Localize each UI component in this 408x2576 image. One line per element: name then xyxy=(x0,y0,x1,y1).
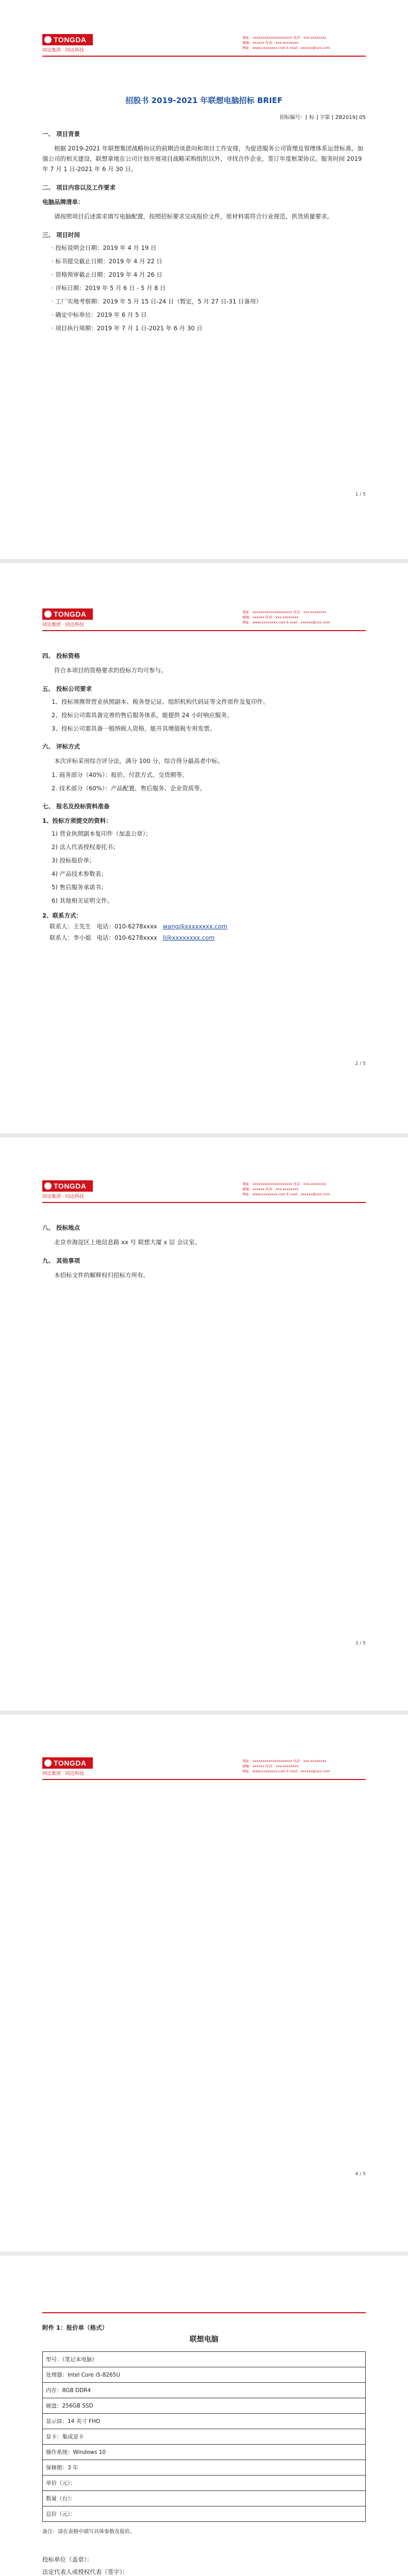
table-row xyxy=(43,2506,366,2522)
list-item: 3) 投标报价单； xyxy=(52,857,95,864)
table-row xyxy=(43,2367,366,2383)
list-item: 1. 商务部分（40%）：报价、付款方式、交货期等。 xyxy=(52,771,188,778)
letterhead-info: 地址：xxxxxxxxxxxxxxxxxxxx 电话：xxx-xxxxxxxx 邮编：xxxxxx 传真：xxx-xxxxxxxx 网址：www.xxxxxxxx.com E-mail：xxxxxx@xxx.com xyxy=(242,1182,330,1196)
paragraph: 本招标文件的解释权归招标方所有。 xyxy=(54,1272,149,1279)
table-cell: 保修期：3 年 xyxy=(43,2460,366,2476)
letterhead xyxy=(42,1754,366,1779)
letterhead xyxy=(42,605,366,630)
header-divider xyxy=(42,1779,366,1780)
table-row xyxy=(43,2460,366,2476)
paragraph: 本次评标采用综合评分法，满分 100 分，综合得分最高者中标。 xyxy=(54,757,224,765)
header-divider xyxy=(42,630,366,631)
list-item: 2) 法人代表授权委托书； xyxy=(52,843,119,851)
section-heading: 五、 投标公司要求 xyxy=(42,685,92,692)
page-number: 1 / 5 xyxy=(355,492,366,497)
page-separator xyxy=(0,1710,408,1715)
attachment-label: 附件 1：报价单（格式） xyxy=(42,2324,108,2331)
subheading: 2、联系方式： xyxy=(42,912,83,919)
email-link[interactable]: wang@xxxxxxxx.com xyxy=(162,923,227,930)
paragraph: 北京市海淀区上地信息路 xx 号 联想大厦 x 层 会议室。 xyxy=(54,1239,201,1246)
section-heading: 二、 项目内容以及工作要求 xyxy=(42,184,116,191)
list-item: 2、投标公司需具备完善的售后服务体系，能提供 24 小时响应服务。 xyxy=(52,711,233,719)
page-4 xyxy=(0,1754,408,1780)
table-row xyxy=(43,2352,366,2367)
letterhead-info: 地址：xxxxxxxxxxxxxxxxxxxx 电话：xxx-xxxxxxxx 邮编：xxxxxx 传真：xxx-xxxxxxxx 网址：www.xxxxxxxx.com E-mail：xxxxxx@xxx.com xyxy=(242,1759,330,1773)
paragraph: 符合本项目的资格要求的投标方均可参与。 xyxy=(54,667,167,674)
page-number: 4 / 5 xyxy=(355,2172,366,2177)
table-cell: 总价（元）： xyxy=(43,2506,366,2522)
signature-area: 投标单位（盖章）： 法定代表人或授权代表（签字）： xyxy=(42,2556,128,2575)
table-cell: 操作系统：Windows 10 xyxy=(43,2445,366,2460)
table-cell: 显卡：集成显卡 xyxy=(43,2429,366,2445)
document-number: 招标编号：[ 标 ] 字第 [ ZB2019] 05 xyxy=(280,115,366,121)
letterhead xyxy=(42,1177,366,1202)
table-cell: 单价（元）： xyxy=(43,2476,366,2491)
subheading: 1、投标方须提交的资料： xyxy=(42,817,112,824)
form-title: 联想电脑 xyxy=(189,2335,219,2344)
table-row xyxy=(43,2445,366,2460)
subheading: 电脑品牌清单： xyxy=(42,198,84,206)
list-item: 3、投标公司需具备一般纳税人资格，能开具增值税专用发票。 xyxy=(52,725,216,732)
section-heading: 八、 投标地点 xyxy=(42,1224,80,1231)
table-row xyxy=(43,2491,366,2506)
section-heading: 六、 评标方式 xyxy=(42,743,80,750)
section-heading: 三、 项目时间 xyxy=(42,231,80,239)
contact-row: 联系人：李小姐 电话：010-6278xxxx li@xxxxxxxx.com xyxy=(50,934,215,941)
paragraph: 根据 2019-2021 年联想集团战略协议的前期洽谈意向和项目工作安排，为促进服务公司管理及管理体系运营标准，加强公司的相关建设，联想拿地在公司计划开展项目战略采购组织以外，寻找合作企业，签订年度框架协议。服务时间 2019 年 7 月 1 日-2021 年 6 月 30 日。 xyxy=(42,145,363,173)
letterhead-info: 地址：xxxxxxxxxxxxxxxxxxxx 电话：xxx-xxxxxxxx 邮编：xxxxxx 传真：xxx-xxxxxxxx 网址：www.xxxxxxxx.com E-mail：xxxxxx@xxx.com xyxy=(242,610,330,624)
section-heading: 四、 投标资格 xyxy=(42,652,80,659)
document-title: 招股书 2019-2021 年联想电脑招标 BRIEF xyxy=(125,96,283,105)
list-item: 2. 技术部分（60%）：产品配置、售后服务、企业资质等。 xyxy=(52,785,206,792)
page-separator xyxy=(0,559,408,563)
page-separator xyxy=(0,1133,408,1138)
list-item: · 项目执行周期：2019 年 7 月 1 日-2021 年 6 月 30 日 xyxy=(52,325,203,332)
company-logo: TONGDA 同达集团 · 同达科技 xyxy=(42,34,94,53)
table-cell: 显示屏：14 英寸 FHD xyxy=(43,2414,366,2429)
page-number: 3 / 5 xyxy=(355,1641,366,1646)
contact-row: 联系人：王先生 电话：010-6278xxxx wang@xxxxxxxx.com xyxy=(50,923,227,930)
email-link[interactable]: li@xxxxxxxx.com xyxy=(162,934,215,941)
list-item: · 投标说明会日期：2019 年 4 月 19 日 xyxy=(52,244,157,251)
list-item: 6) 其他相关证明文件。 xyxy=(52,897,113,904)
table-cell: 数量（台）： xyxy=(43,2491,366,2506)
list-item: · 标书提交截止日期：2019 年 4 月 22 日 xyxy=(52,258,162,265)
table-row xyxy=(43,2476,366,2491)
list-item: · 工厂实地考察期：2019 年 5 月 15 日-24 日（暂定，5 月 27 日-31 日备用） xyxy=(52,298,262,305)
list-item: 1) 营业执照副本复印件（加盖公章）； xyxy=(52,830,152,837)
table-cell: 型号：（笔记本电脑） xyxy=(43,2352,366,2367)
list-item: 4) 产品技术参数表； xyxy=(52,870,107,877)
table-cell: 处理器：Intel Core i5-8265U xyxy=(43,2367,366,2383)
letterhead xyxy=(42,31,366,56)
header-divider xyxy=(42,1202,366,1203)
table-row xyxy=(43,2398,366,2414)
section-heading: 一、 项目背景 xyxy=(42,130,80,138)
list-item: 1、投标须携带营业执照副本、税务登记证、组织机构代码证等文件原件及复印件。 xyxy=(52,698,269,705)
paragraph: 请按照项目后述需求填写电脑配置，按照招标要求完成报价文件，原材料需符合行业规范，供货质量要求。 xyxy=(54,213,333,220)
page-1 xyxy=(0,31,408,333)
table-cell: 硬盘：256GB SSD xyxy=(43,2398,366,2414)
page-5 xyxy=(0,2298,408,2576)
table-row xyxy=(43,2383,366,2398)
list-item: · 确定中标单位：2019 年 6 月 5 日 xyxy=(52,311,147,318)
list-item: · 评标日期：2019 年 5 月 6 日 - 5 月 8 日 xyxy=(52,284,166,292)
company-logo: TONGDA 同达集团 · 同达科技 xyxy=(42,608,94,627)
table-row xyxy=(43,2414,366,2429)
quote-table xyxy=(42,2351,366,2522)
form-note: 备注：请在表格中填写具体参数及报价。 xyxy=(42,2529,135,2535)
letterhead-info: 地址：xxxxxxxxxxxxxxxxxxxx 电话：xxx-xxxxxxxx 邮编：xxxxxx 传真：xxx-xxxxxxxx 网址：www.xxxxxxxx.com E-mail：xxxxxx@xxx.com xyxy=(242,36,330,50)
header-divider xyxy=(42,2312,366,2313)
list-item: 5) 售后服务承诺书； xyxy=(52,884,107,891)
company-logo: TONGDA 同达集团 · 同达科技 xyxy=(42,1757,94,1776)
page-number: 2 / 5 xyxy=(355,1061,366,1066)
list-item: · 资格预审截止日期：2019 年 4 月 26 日 xyxy=(52,271,162,278)
page-3 xyxy=(0,1177,408,1280)
company-logo: TONGDA 同达集团 · 同达科技 xyxy=(42,1180,94,1199)
section-heading: 七、 报名及投标资料准备 xyxy=(42,803,110,810)
section-heading: 九、 其他事项 xyxy=(42,1257,80,1264)
table-cell: 内存：8GB DDR4 xyxy=(43,2383,366,2398)
table-row xyxy=(43,2429,366,2445)
page-2 xyxy=(0,605,408,942)
page-separator xyxy=(0,2251,408,2256)
header-divider xyxy=(42,56,366,57)
